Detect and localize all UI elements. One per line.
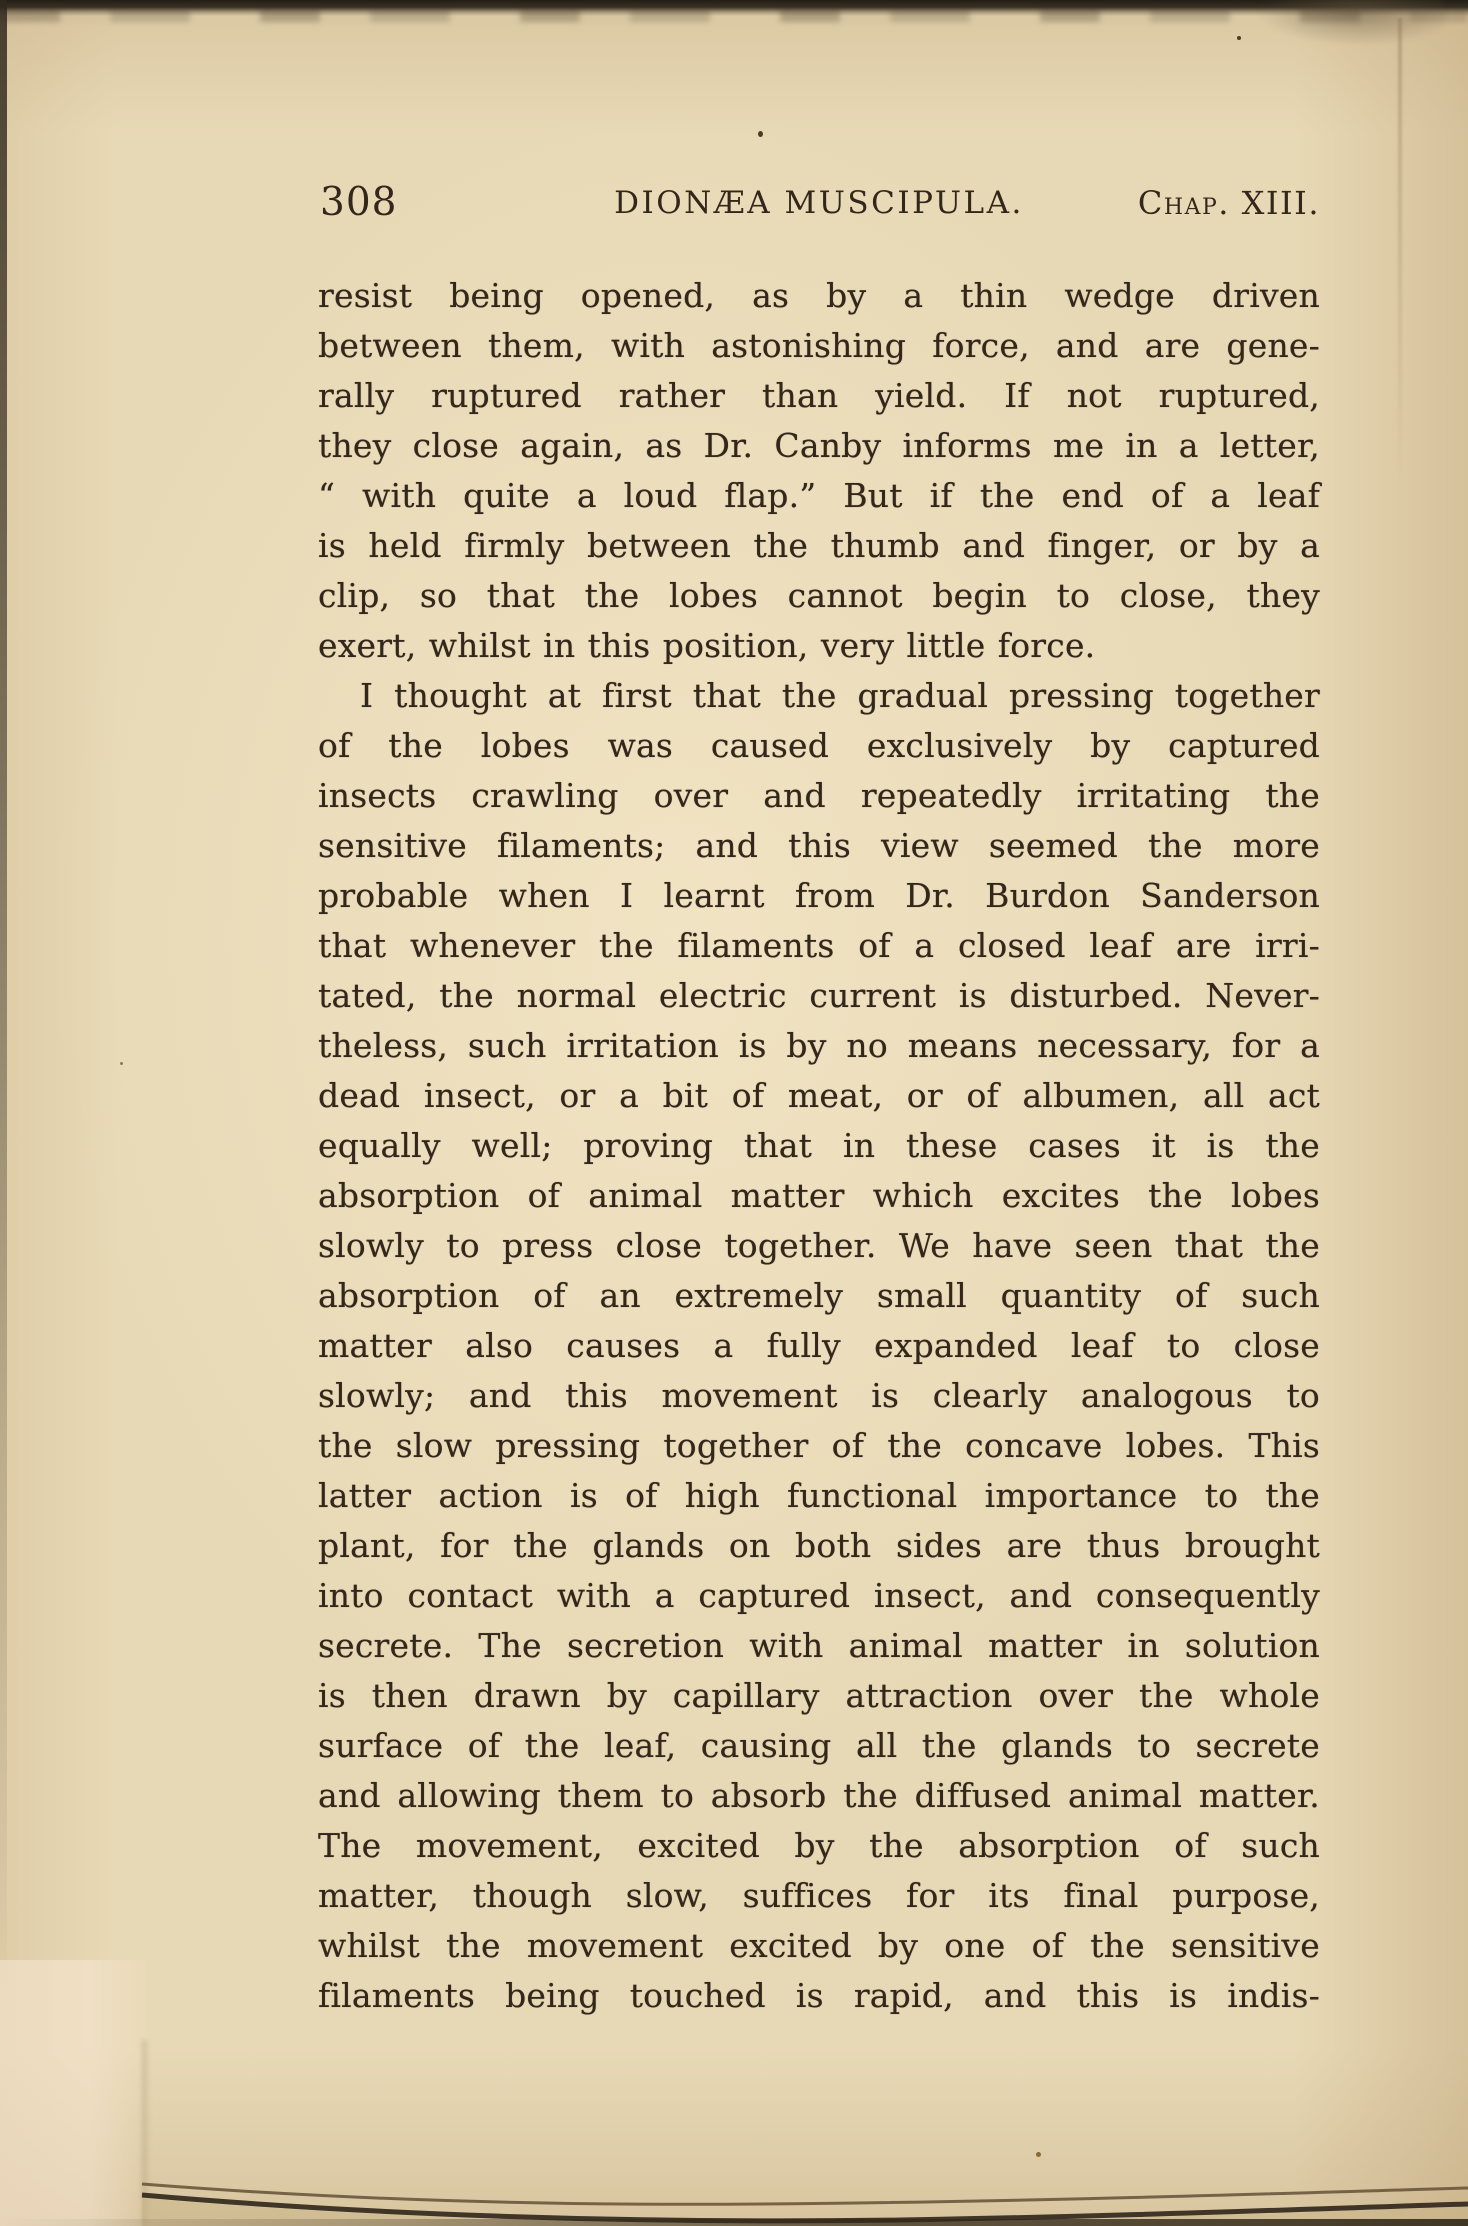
text-line: exert, whilst in this position, very little force.: [318, 626, 1096, 665]
text-line: into contact with a captured insect, and consequently: [318, 1576, 1320, 1615]
text-line: secrete. The secretion with animal matter in solution: [318, 1626, 1320, 1665]
text-line: filaments being touched is rapid, and this is indis-: [318, 1976, 1320, 2015]
page-curl-lines: [0, 2154, 1468, 2226]
paper-speck: [758, 131, 763, 137]
page-header: [318, 180, 1320, 226]
paper-speck: [1036, 2152, 1041, 2157]
running-title: DIONÆA MUSCIPULA.: [614, 185, 1024, 221]
top-right-smudge: [1255, 0, 1445, 46]
text-line: I thought at first that the gradual pressing together: [360, 676, 1320, 715]
text-line: clip, so that the lobes cannot begin to close, they: [318, 576, 1320, 615]
text-line: “ with quite a loud flap.” But if the end of a leaf: [318, 476, 1320, 515]
paragraph-2: [318, 671, 1320, 2021]
text-line: insects crawling over and repeatedly irritating the: [318, 776, 1320, 815]
paper-speck: [120, 1062, 123, 1065]
text-line: the slow pressing together of the concave lobes. This: [318, 1426, 1320, 1465]
body-text: [318, 271, 1320, 2021]
text-line: matter also causes a fully expanded leaf to close: [318, 1326, 1320, 1365]
text-line: surface of the leaf, causing all the glands to secrete: [318, 1726, 1320, 1765]
text-line: absorption of an extremely small quantity of such: [318, 1276, 1320, 1315]
scan-bottom-edge: [0, 2219, 1468, 2226]
text-line: resist being opened, as by a thin wedge driven: [318, 276, 1320, 315]
text-line: and allowing them to absorb the diffused animal matter.: [318, 1776, 1320, 1815]
text-line: whilst the movement excited by one of the sensitive: [318, 1926, 1320, 1965]
text-line: of the lobes was caused exclusively by captured: [318, 726, 1320, 765]
text-line: sensitive filaments; and this view seemed the more: [318, 826, 1320, 865]
text-line: absorption of animal matter which excites the lobes: [318, 1176, 1320, 1215]
chapter-label: Chap. XIII.: [1137, 184, 1320, 222]
paper-speck: [1237, 36, 1241, 40]
text-line: rally ruptured rather than yield. If not ruptured,: [318, 376, 1320, 415]
text-line: slowly; and this movement is clearly analogous to: [318, 1376, 1320, 1415]
text-line: dead insect, or a bit of meat, or of albumen, all act: [318, 1076, 1320, 1115]
text-line: is held firmly between the thumb and finger, or by a: [318, 526, 1320, 565]
text-line: equally well; proving that in these cases it is the: [318, 1126, 1320, 1165]
scan-top-edge-roughness: [0, 8, 1468, 22]
text-line: matter, though slow, suffices for its final purpose,: [318, 1876, 1320, 1915]
text-line: probable when I learnt from Dr. Burdon Sanderson: [318, 876, 1320, 915]
scan-left-edge: [0, 0, 7, 2226]
text-line: slowly to press close together. We have seen that the: [318, 1226, 1320, 1265]
text-line: between them, with astonishing force, and are gene-: [318, 326, 1320, 365]
text-line: latter action is of high functional importance to the: [318, 1476, 1320, 1515]
text-line: The movement, excited by the absorption of such: [318, 1826, 1320, 1865]
paragraph-1: [318, 271, 1320, 671]
text-line: is then drawn by capillary attraction over the whole: [318, 1676, 1320, 1715]
page-number: 308: [320, 180, 398, 225]
text-line: theless, such irritation is by no means necessary, for a: [318, 1026, 1320, 1065]
text-line: they close again, as Dr. Canby informs me in a letter,: [318, 426, 1320, 465]
page-fold-shadow: [1398, 18, 1402, 538]
text-line: tated, the normal electric current is disturbed. Never-: [318, 976, 1320, 1015]
text-line: plant, for the glands on both sides are thus brought: [318, 1526, 1320, 1565]
text-line: that whenever the filaments of a closed leaf are irri-: [318, 926, 1320, 965]
